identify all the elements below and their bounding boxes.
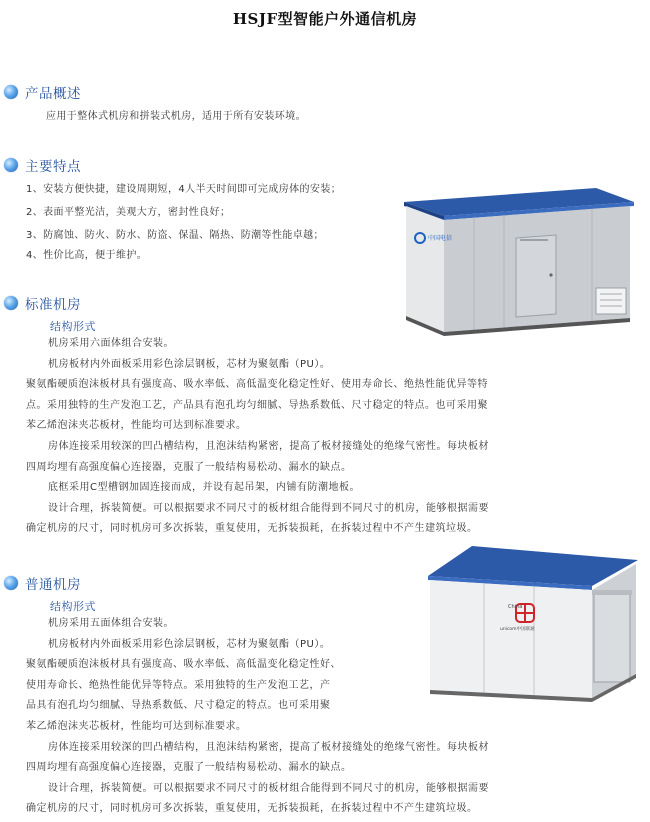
feature-item: 3、防腐蚀、防火、防水、防盗、保温、隔热、防潮等性能卓越； — [26, 230, 324, 241]
section-heading-features — [4, 156, 81, 174]
standard-heading: 标准机房 — [25, 297, 81, 313]
page-title: HSJF型智能户外通信机房 — [232, 10, 418, 28]
door-sign: 中国电信 — [428, 235, 453, 242]
feature-item: 4、性价比高，便于维护。 — [26, 250, 148, 261]
overview-text: 应用于整体式机房和拼装式机房，适用于所有安装环境。 — [46, 111, 306, 122]
overview-heading: 产品概述 — [25, 86, 81, 102]
body-line: 设计合理，拆装简便。可以根据要求不同尺寸的板材组合能得到不同尺寸的机房，能够根据需要 — [48, 782, 489, 794]
blue-bullet-icon — [4, 296, 18, 310]
body-line: 机房采用六面体组合安装。 — [48, 338, 174, 349]
features-heading: 主要特点 — [25, 159, 81, 175]
body-line: 四周均埋有高强度偏心连接器，克服了一般结构易松动、漏水的缺点。 — [26, 461, 352, 473]
body-line: 设计合理，拆装简便。可以根据要求不同尺寸的板材组合能得到不同尺寸的机房，能够根据需要 — [48, 502, 489, 514]
body-line: 点。采用独特的生产发泡工艺，产品具有泡孔均匀细腻、导热系数低、尺寸稳定的特点。也可采用聚 — [26, 399, 488, 411]
blue-bullet-icon — [4, 85, 18, 99]
logo-text-2: unicom中国联通 — [500, 627, 535, 632]
blue-bullet-icon — [4, 158, 18, 172]
body-line: 四周均埋有高强度偏心连接器，克服了一般结构易松动、漏水的缺点。 — [26, 762, 352, 774]
section-heading-standard — [4, 294, 81, 312]
logo-text-1: China — [508, 604, 523, 610]
body-line: 机房采用五面体组合安装。 — [48, 618, 174, 629]
body-line: 房体连接采用较深的凹凸槽结构，且泡沫结构紧密，提高了板材接缝处的绝缘气密性。每块板材 — [48, 741, 489, 753]
ordinary-body — [26, 614, 489, 820]
blue-bullet-icon — [4, 576, 18, 590]
ordinary-subheading: 结构形式 — [50, 600, 96, 613]
body-line: 房体连接采用较深的凹凸槽结构，且泡沫结构紧密，提高了板材接缝处的绝缘气密性。每块板材 — [48, 440, 489, 452]
body-line: 确定机房的尺寸，同时机房可多次拆装，重复使用，无拆装损耗，在拆装过程中不产生建筑垃圾。 — [26, 803, 478, 815]
ordinary-heading: 普通机房 — [25, 577, 81, 593]
body-line: 使用寿命长、绝热性能优异等特点。采用独特的生产发泡工艺，产 — [26, 679, 331, 691]
body-line: 机房板材内外面板采用彩色涂层钢板，芯材为聚氨酯（PU）。 — [48, 638, 331, 650]
body-line: 苯乙烯泡沫夹芯板材，性能均可达到标准要求。 — [26, 420, 247, 432]
body-line: 聚氨酯硬质泡沫板材具有强度高、吸水率低、高低温变化稳定性好、 — [26, 659, 341, 671]
section-heading-ordinary — [4, 574, 81, 592]
standard-subheading: 结构形式 — [50, 320, 96, 333]
body-line: 苯乙烯泡沫夹芯板材，性能均可达到标准要求。 — [26, 720, 247, 732]
standard-shelter-photo — [396, 180, 636, 340]
standard-body — [26, 334, 489, 540]
feature-item: 1、安装方便快捷，建设周期短，4人半天时间即可完成房体的安装； — [26, 184, 342, 195]
body-line: 聚氨酯硬质泡沫板材具有强度高、吸水率低、高低温变化稳定性好、使用寿命长、绝热性能优异等特 — [26, 379, 488, 391]
section-heading-overview — [4, 83, 81, 101]
body-line: 机房板材内外面板采用彩色涂层钢板，芯材为聚氨酯（PU）。 — [48, 358, 331, 370]
body-line: 品具有泡孔均匀细腻、导热系数低、尺寸稳定的特点。也可采用聚 — [26, 700, 331, 712]
feature-item: 2、表面平整光洁，美观大方，密封性良好； — [26, 207, 231, 218]
body-line: 确定机房的尺寸，同时机房可多次拆装，重复使用，无拆装损耗，在拆装过程中不产生建筑垃圾。 — [26, 523, 478, 535]
body-line: 底框采用C型槽钢加固连接而成，并设有起吊架，内铺有防潮地板。 — [48, 482, 360, 494]
